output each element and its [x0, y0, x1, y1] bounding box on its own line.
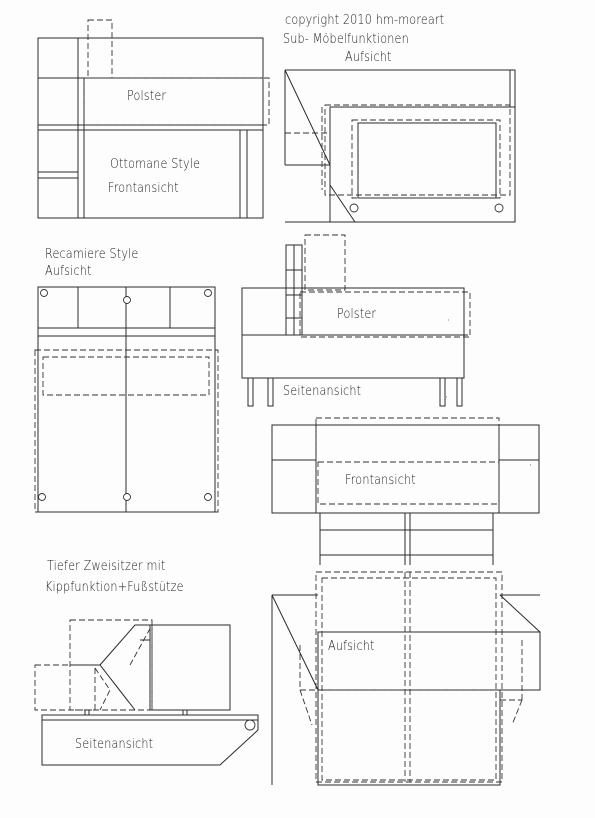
- ottomane-view-label: Frontansicht: [108, 181, 179, 196]
- sub-moebel-top-view: [285, 70, 515, 222]
- front-view-label: Frontansicht: [345, 473, 416, 488]
- zweisitzer-title-line2: Kippfunktion+Fußstütze: [45, 580, 184, 595]
- ottomane-style-label: Ottomane Style: [110, 157, 201, 172]
- front-view-large: [272, 418, 539, 565]
- zweisitzer-view-label: Seitenansicht: [75, 737, 154, 752]
- recamiere-top-view: [35, 287, 218, 512]
- side-view-polster-label: Polster: [337, 307, 377, 322]
- side-view-label: Seitenansicht: [283, 384, 362, 399]
- zweisitzer-title-line1: Tiefer Zweisitzer mit: [47, 559, 166, 574]
- recamiere-style-label: Recamiere Style: [45, 247, 139, 262]
- sub-moebel-view-label: Aufsicht: [345, 50, 392, 65]
- top-view-large: [272, 572, 540, 785]
- sub-moebel-title: Sub- Möbelfunktionen: [283, 32, 409, 47]
- recamiere-view-label: Aufsicht: [45, 264, 92, 279]
- ottomane-polster-label: Polster: [127, 89, 167, 104]
- copyright-label: copyright 2010 hm-moreart: [285, 13, 445, 28]
- top-view-large-label: Aufsicht: [328, 639, 375, 654]
